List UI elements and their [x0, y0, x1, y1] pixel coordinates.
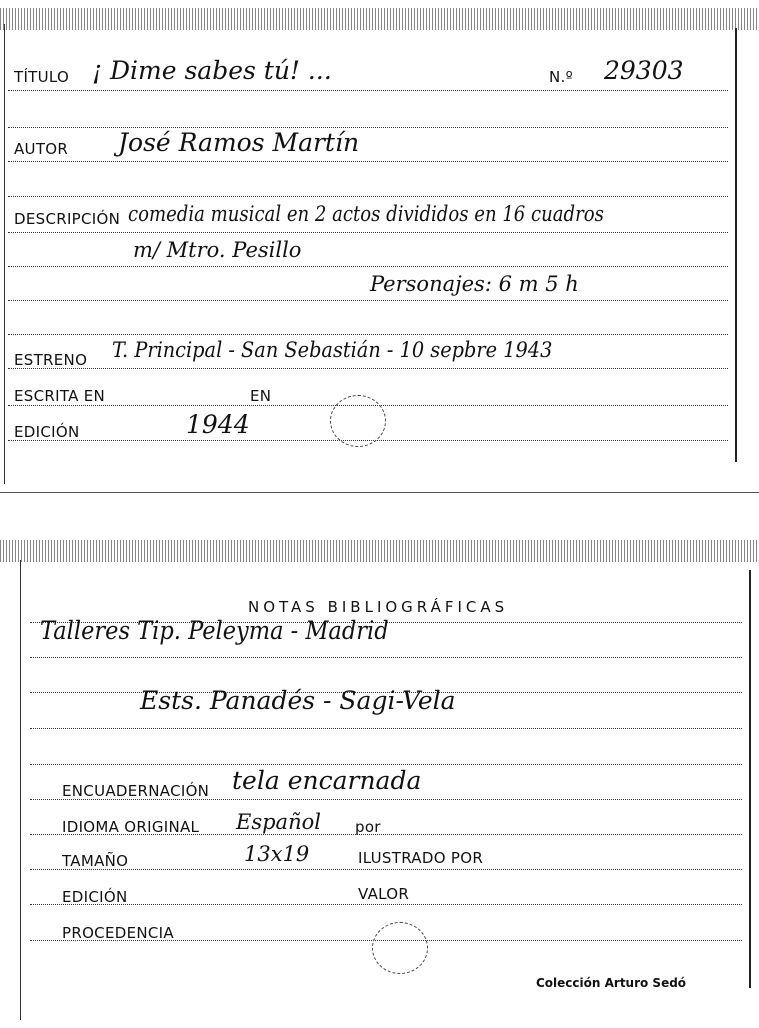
- rule-line: [8, 334, 728, 335]
- rule-line: [30, 764, 742, 765]
- rule-line: [30, 869, 742, 870]
- numero-handwritten: 29303: [604, 56, 684, 85]
- top-catalog-card: [0, 0, 759, 492]
- en-label: EN: [250, 387, 272, 405]
- idioma-original-label: IDIOMA ORIGINAL: [62, 818, 200, 836]
- rule-line: [8, 368, 728, 369]
- stamp-circle-mark: [330, 395, 386, 447]
- card-speckle-edge: [0, 8, 759, 30]
- numero-label: N.º: [549, 68, 573, 86]
- card-left-edge: [20, 560, 21, 1020]
- personajes-handwritten: Personajes: 6 m 5 h: [370, 272, 579, 296]
- escrita-en-label: ESCRITA EN: [14, 387, 106, 405]
- rule-line: [8, 300, 728, 301]
- notas-bibliograficas-heading: NOTAS BIBLIOGRÁFICAS: [248, 598, 509, 616]
- ilustrado-por-label: ILUSTRADO POR: [358, 849, 484, 867]
- rule-line: [30, 657, 742, 658]
- descripcion-label: DESCRIPCIÓN: [14, 210, 121, 228]
- card-right-edge: [749, 570, 751, 988]
- rule-line: [8, 90, 728, 91]
- rule-line: [8, 232, 728, 233]
- rule-line: [30, 728, 742, 729]
- titulo-label: TÍTULO: [14, 68, 70, 86]
- titulo-handwritten: ¡ Dime sabes tú! ...: [92, 56, 332, 85]
- procedencia-label: PROCEDENCIA: [62, 924, 174, 942]
- edicion-label-bottom: EDICIÓN: [62, 888, 128, 906]
- descripcion-handwritten-1: comedia musical en 2 actos divididos en 16 cuadros: [128, 202, 604, 226]
- encuadernacion-handwritten: tela encarnada: [232, 766, 422, 795]
- stamp-circle-mark: [372, 922, 428, 974]
- edicion-handwritten: 1944: [186, 410, 250, 439]
- autor-handwritten: José Ramos Martín: [118, 128, 360, 157]
- nota-handwritten-1: Talleres Tip. Peleyma - Madrid: [40, 616, 389, 645]
- por-label: por: [355, 818, 381, 836]
- rule-line: [30, 904, 742, 905]
- card-divider: [0, 492, 759, 493]
- bottom-catalog-card: [0, 540, 759, 1028]
- rule-line: [8, 196, 728, 197]
- tamano-label: TAMAÑO: [62, 852, 129, 870]
- coleccion-colophon: Colección Arturo Sedó: [536, 976, 687, 990]
- autor-label: AUTOR: [14, 140, 69, 158]
- card-right-edge: [735, 28, 737, 462]
- descripcion-handwritten-2: m/ Mtro. Pesillo: [133, 238, 302, 262]
- rule-line: [8, 161, 728, 162]
- edicion-label: EDICIÓN: [14, 423, 80, 441]
- rule-line: [8, 266, 728, 267]
- rule-line: [8, 127, 728, 128]
- card-left-edge: [4, 24, 5, 484]
- card-speckle-edge: [0, 540, 759, 562]
- estreno-label: ESTRENO: [14, 351, 88, 369]
- estreno-handwritten: T. Principal - San Sebastián - 10 sepbre 1943: [112, 338, 553, 362]
- nota-handwritten-2: Ests. Panadés - Sagi-Vela: [140, 686, 456, 715]
- tamano-handwritten: 13x19: [244, 842, 310, 866]
- idioma-original-handwritten: Español: [236, 810, 321, 834]
- encuadernacion-label: ENCUADERNACIÓN: [62, 782, 210, 800]
- valor-label: VALOR: [358, 885, 410, 903]
